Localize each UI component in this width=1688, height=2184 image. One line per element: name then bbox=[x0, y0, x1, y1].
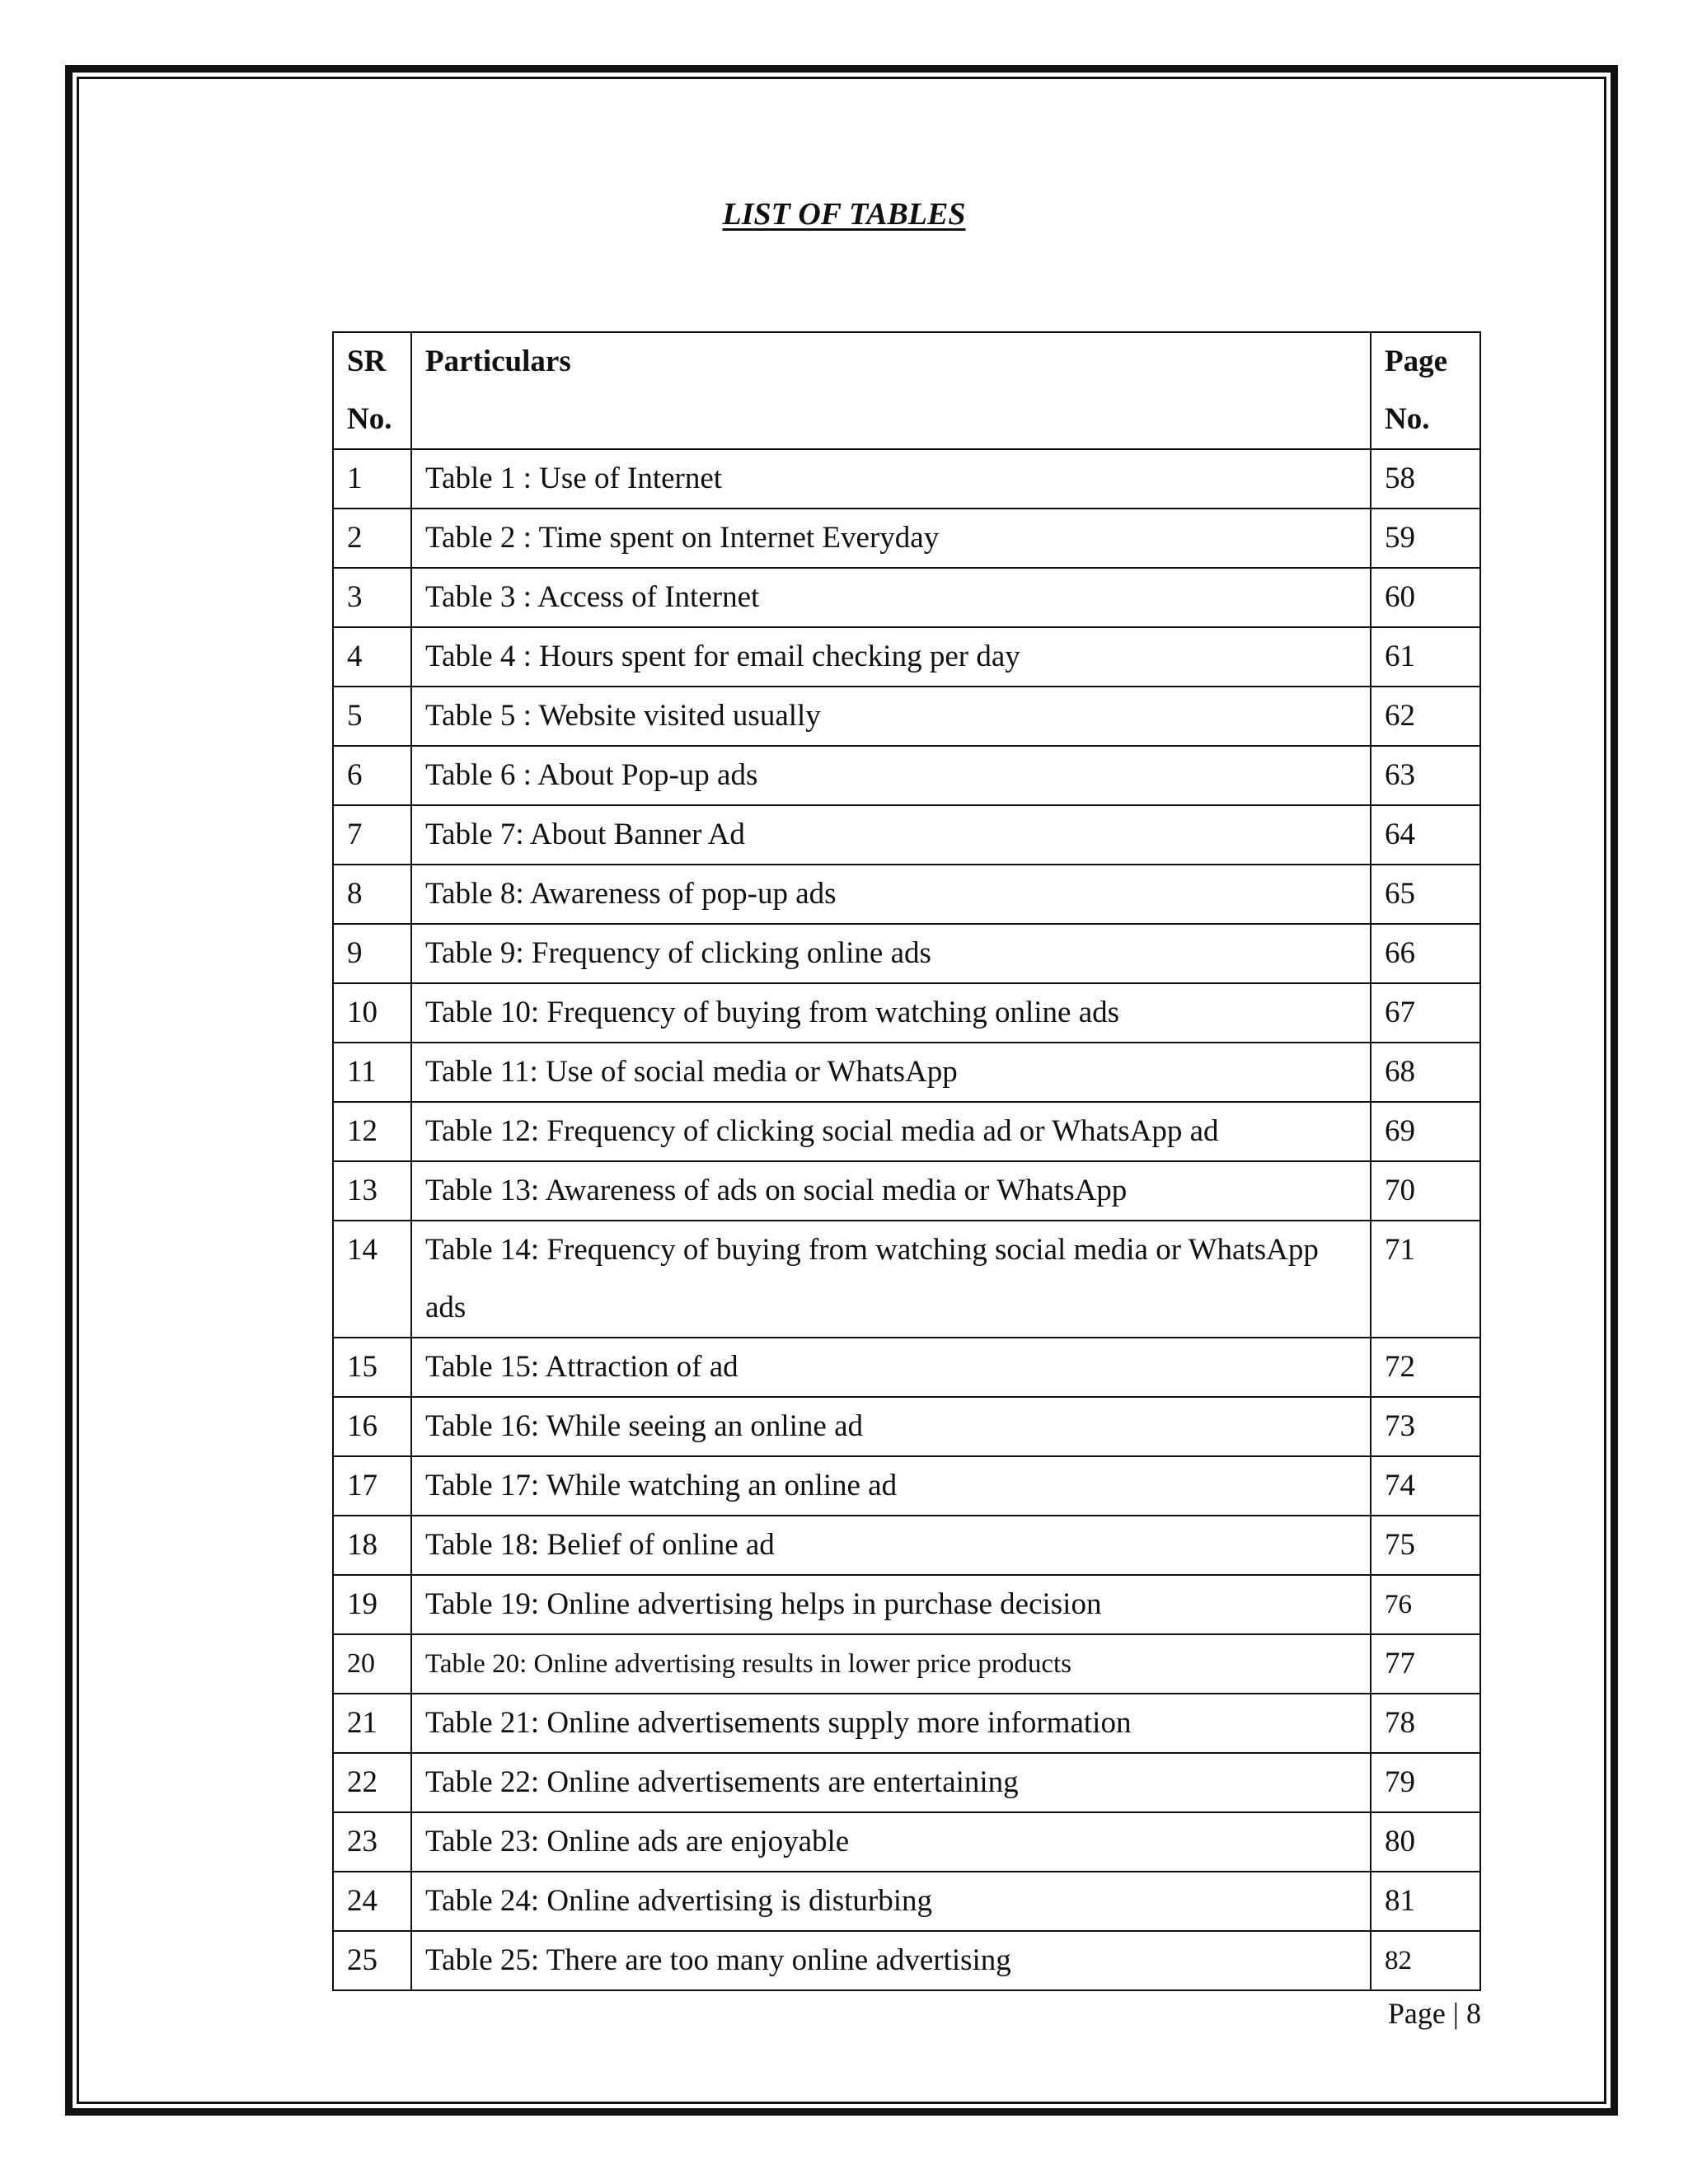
row-particulars: Table 10: Frequency of buying from watching online ads bbox=[411, 983, 1371, 1043]
row-sr-no: 19 bbox=[333, 1575, 411, 1634]
row-particulars: Table 16: While seeing an online ad bbox=[411, 1397, 1371, 1456]
row-particulars: Table 9: Frequency of clicking online ads bbox=[411, 924, 1371, 983]
row-sr-no: 15 bbox=[333, 1338, 411, 1397]
row-particulars: Table 19: Online advertising helps in purchase decision bbox=[411, 1575, 1371, 1634]
table-row bbox=[333, 687, 1480, 746]
row-particulars: Table 3 : Access of Internet bbox=[411, 568, 1371, 627]
row-particulars: Table 20: Online advertising results in lower price products bbox=[411, 1634, 1371, 1694]
row-page-no: 63 bbox=[1371, 746, 1480, 805]
row-particulars: Table 8: Awareness of pop-up ads bbox=[411, 865, 1371, 924]
row-particulars: Table 23: Online ads are enjoyable bbox=[411, 1812, 1371, 1872]
header-particulars: Particulars bbox=[411, 332, 1371, 449]
table-row bbox=[333, 568, 1480, 627]
table-row bbox=[333, 1161, 1480, 1221]
row-sr-no: 14 bbox=[333, 1221, 411, 1338]
table-row bbox=[333, 1102, 1480, 1161]
row-page-no: 79 bbox=[1371, 1753, 1480, 1812]
table-row bbox=[333, 983, 1480, 1043]
page-title: LIST OF TABLES bbox=[722, 197, 966, 232]
table-row bbox=[333, 1812, 1480, 1872]
row-sr-no: 16 bbox=[333, 1397, 411, 1456]
row-page-no: 59 bbox=[1371, 509, 1480, 568]
table-row bbox=[333, 627, 1480, 687]
row-sr-no: 11 bbox=[333, 1043, 411, 1102]
row-sr-no: 3 bbox=[333, 568, 411, 627]
row-sr-no: 8 bbox=[333, 865, 411, 924]
row-page-no: 64 bbox=[1371, 805, 1480, 865]
table-row bbox=[333, 1221, 1480, 1338]
row-particulars: Table 18: Belief of online ad bbox=[411, 1516, 1371, 1575]
row-particulars: Table 11: Use of social media or WhatsApp bbox=[411, 1043, 1371, 1102]
header-sr-no: SR No. bbox=[333, 332, 411, 449]
table-row bbox=[333, 1872, 1480, 1931]
table-row bbox=[333, 1931, 1480, 1990]
table-row bbox=[333, 1753, 1480, 1812]
table-row bbox=[333, 1338, 1480, 1397]
row-sr-no: 22 bbox=[333, 1753, 411, 1812]
row-particulars: Table 12: Frequency of clicking social media ad or WhatsApp ad bbox=[411, 1102, 1371, 1161]
table-row bbox=[333, 865, 1480, 924]
list-of-tables bbox=[332, 331, 1481, 1991]
row-page-no: 67 bbox=[1371, 983, 1480, 1043]
row-page-no: 61 bbox=[1371, 627, 1480, 687]
table-row bbox=[333, 449, 1480, 509]
row-page-no: 74 bbox=[1371, 1456, 1480, 1516]
row-sr-no: 24 bbox=[333, 1872, 411, 1931]
row-sr-no: 18 bbox=[333, 1516, 411, 1575]
row-sr-no: 13 bbox=[333, 1161, 411, 1221]
row-particulars: Table 7: About Banner Ad bbox=[411, 805, 1371, 865]
row-page-no: 68 bbox=[1371, 1043, 1480, 1102]
row-sr-no: 5 bbox=[333, 687, 411, 746]
row-particulars: Table 17: While watching an online ad bbox=[411, 1456, 1371, 1516]
row-particulars: Table 14: Frequency of buying from watching social media or WhatsApp ads bbox=[411, 1221, 1371, 1338]
row-sr-no: 6 bbox=[333, 746, 411, 805]
row-particulars: Table 25: There are too many online advertising bbox=[411, 1931, 1371, 1990]
row-page-no: 60 bbox=[1371, 568, 1480, 627]
row-page-no: 58 bbox=[1371, 449, 1480, 509]
row-page-no: 81 bbox=[1371, 1872, 1480, 1931]
row-page-no: 76 bbox=[1371, 1575, 1480, 1634]
row-page-no: 69 bbox=[1371, 1102, 1480, 1161]
table-row bbox=[333, 1043, 1480, 1102]
row-page-no: 65 bbox=[1371, 865, 1480, 924]
row-particulars: Table 4 : Hours spent for email checking per day bbox=[411, 627, 1371, 687]
table-row bbox=[333, 805, 1480, 865]
table-row bbox=[333, 1516, 1480, 1575]
row-sr-no: 23 bbox=[333, 1812, 411, 1872]
table-row bbox=[333, 924, 1480, 983]
row-particulars: Table 6 : About Pop-up ads bbox=[411, 746, 1371, 805]
row-sr-no: 10 bbox=[333, 983, 411, 1043]
page-footer: Page | 8 bbox=[1387, 1997, 1481, 2030]
row-page-no: 80 bbox=[1371, 1812, 1480, 1872]
table-row bbox=[333, 1634, 1480, 1694]
row-particulars: Table 1 : Use of Internet bbox=[411, 449, 1371, 509]
table-row bbox=[333, 509, 1480, 568]
row-sr-no: 20 bbox=[333, 1634, 411, 1694]
table-row bbox=[333, 1694, 1480, 1753]
row-particulars: Table 2 : Time spent on Internet Everyday bbox=[411, 509, 1371, 568]
row-page-no: 73 bbox=[1371, 1397, 1480, 1456]
row-particulars: Table 5 : Website visited usually bbox=[411, 687, 1371, 746]
table-row bbox=[333, 1575, 1480, 1634]
table-header-row bbox=[333, 332, 1480, 449]
table-row bbox=[333, 746, 1480, 805]
row-sr-no: 4 bbox=[333, 627, 411, 687]
row-particulars: Table 24: Online advertising is disturbing bbox=[411, 1872, 1371, 1931]
row-page-no: 66 bbox=[1371, 924, 1480, 983]
table-row bbox=[333, 1456, 1480, 1516]
row-page-no: 70 bbox=[1371, 1161, 1480, 1221]
header-page-no: Page No. bbox=[1371, 332, 1480, 449]
row-sr-no: 21 bbox=[333, 1694, 411, 1753]
row-sr-no: 17 bbox=[333, 1456, 411, 1516]
row-page-no: 78 bbox=[1371, 1694, 1480, 1753]
row-sr-no: 12 bbox=[333, 1102, 411, 1161]
row-particulars: Table 15: Attraction of ad bbox=[411, 1338, 1371, 1397]
table-body bbox=[333, 449, 1480, 1990]
row-particulars: Table 13: Awareness of ads on social media or WhatsApp bbox=[411, 1161, 1371, 1221]
row-page-no: 82 bbox=[1371, 1931, 1480, 1990]
row-sr-no: 1 bbox=[333, 449, 411, 509]
row-particulars: Table 22: Online advertisements are entertaining bbox=[411, 1753, 1371, 1812]
row-page-no: 75 bbox=[1371, 1516, 1480, 1575]
row-sr-no: 25 bbox=[333, 1931, 411, 1990]
row-particulars: Table 21: Online advertisements supply more information bbox=[411, 1694, 1371, 1753]
row-page-no: 71 bbox=[1371, 1221, 1480, 1338]
row-page-no: 72 bbox=[1371, 1338, 1480, 1397]
table-row bbox=[333, 1397, 1480, 1456]
row-page-no: 77 bbox=[1371, 1634, 1480, 1694]
row-page-no: 62 bbox=[1371, 687, 1480, 746]
row-sr-no: 7 bbox=[333, 805, 411, 865]
row-sr-no: 9 bbox=[333, 924, 411, 983]
row-sr-no: 2 bbox=[333, 509, 411, 568]
